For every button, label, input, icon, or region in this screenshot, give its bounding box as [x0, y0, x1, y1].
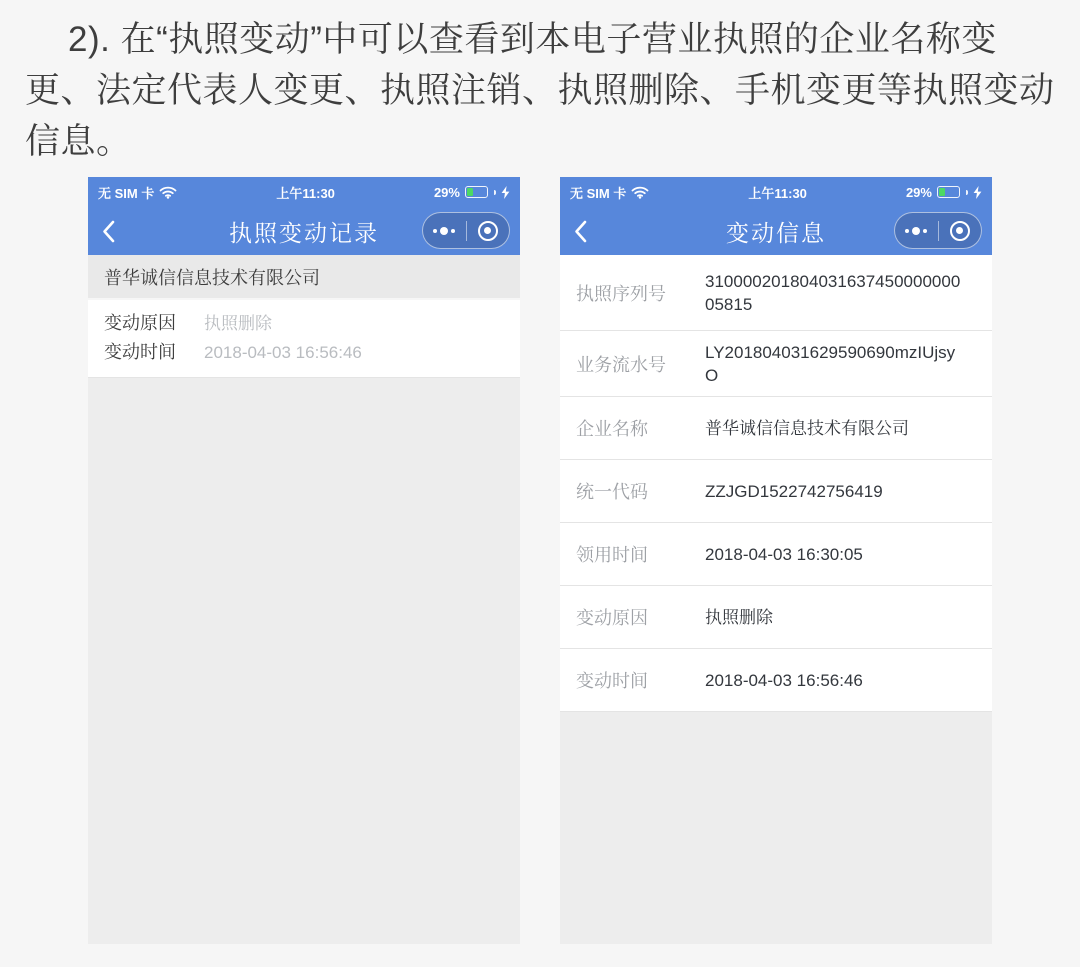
battery-nub: [494, 190, 496, 195]
empty-content-area: [88, 378, 520, 944]
screenshots-container: [0, 177, 1080, 944]
intro-text: 2). 在“执照变动”中可以查看到本电子营业执照的企业名称变更、法定代表人变更、执照注销、执照删除、手机变更等执照变动信息。: [25, 20, 1055, 161]
battery-percent-label: 29%: [905, 184, 932, 200]
more-dots-icon: [433, 229, 437, 233]
info-row-value: LY201804031629590690mzIUjsyO: [705, 342, 956, 385]
company-name-header: [88, 255, 520, 300]
more-button[interactable]: [895, 213, 938, 248]
minimize-target-icon: [950, 221, 970, 241]
record-row-label: 变动时间: [104, 342, 176, 362]
info-row-label: 变动原因: [576, 608, 648, 628]
change-record-card: [88, 300, 520, 378]
status-left: [570, 183, 649, 202]
miniprogram-capsule: [422, 212, 510, 249]
record-row-label: 变动原因: [104, 313, 176, 333]
info-row-label: 变动时间: [576, 671, 648, 691]
page-title: 执照变动记录: [229, 219, 379, 246]
info-row-value: 2018-04-03 16:30:05: [705, 544, 863, 564]
record-row: [104, 338, 504, 367]
battery-nub: [966, 190, 968, 195]
info-row-label: 执照序列号: [576, 283, 666, 304]
info-row: [560, 460, 992, 523]
more-button[interactable]: [423, 213, 466, 248]
nav-bar: [560, 207, 992, 255]
info-row: [560, 586, 992, 649]
minimize-button[interactable]: [467, 213, 510, 248]
info-row: [560, 649, 992, 712]
nav-bar: [88, 207, 520, 255]
info-row: [560, 255, 992, 331]
info-row-value: ZZJGD1522742756419: [705, 481, 883, 501]
info-row-label: 企业名称: [576, 419, 648, 439]
record-row: [104, 309, 504, 338]
more-dots-icon: [905, 229, 909, 233]
info-row-label: 业务流水号: [576, 354, 666, 375]
status-right: [434, 185, 510, 200]
wifi-icon: [159, 185, 177, 199]
info-row: [560, 397, 992, 460]
minimize-target-icon: [478, 221, 498, 241]
status-bar: [88, 177, 520, 207]
back-button[interactable]: [574, 207, 587, 255]
miniprogram-capsule: [894, 212, 982, 249]
info-row-label: 统一代码: [576, 482, 648, 502]
info-row: [560, 331, 992, 397]
battery-icon: [465, 186, 488, 198]
change-info-screen: [560, 177, 992, 944]
minimize-button[interactable]: [939, 213, 982, 248]
carrier-label: 无 SIM 卡: [98, 185, 155, 201]
status-time: 上午11:30: [276, 185, 335, 201]
battery-icon: [937, 186, 960, 198]
status-right: [906, 185, 982, 200]
record-row-value: 2018-04-03 16:56:46: [204, 343, 362, 362]
info-row-value: 2018-04-03 16:56:46: [705, 670, 863, 690]
info-row: [560, 523, 992, 586]
info-row-label: 领用时间: [576, 545, 648, 565]
charging-bolt-icon: [973, 186, 982, 199]
back-button[interactable]: [102, 207, 115, 255]
battery-percent-label: 29%: [433, 184, 460, 200]
company-name-label: 普华诚信信息技术有限公司: [104, 267, 320, 288]
status-bar: [560, 177, 992, 207]
info-row-value: 执照删除: [705, 607, 773, 627]
info-row-value: 31000020180403163745000000005815: [705, 271, 961, 314]
license-change-records-screen: [88, 177, 520, 944]
status-time: 上午11:30: [748, 185, 807, 201]
back-chevron-icon: [102, 220, 115, 243]
page-title: 变动信息: [726, 219, 826, 246]
record-row-value: 执照删除: [204, 314, 272, 333]
wifi-icon: [631, 185, 649, 199]
back-chevron-icon: [574, 220, 587, 243]
charging-bolt-icon: [501, 186, 510, 199]
info-row-value: 普华诚信信息技术有限公司: [705, 418, 909, 438]
carrier-label: 无 SIM 卡: [570, 185, 627, 201]
status-left: [98, 183, 177, 202]
empty-content-area: [560, 712, 992, 944]
